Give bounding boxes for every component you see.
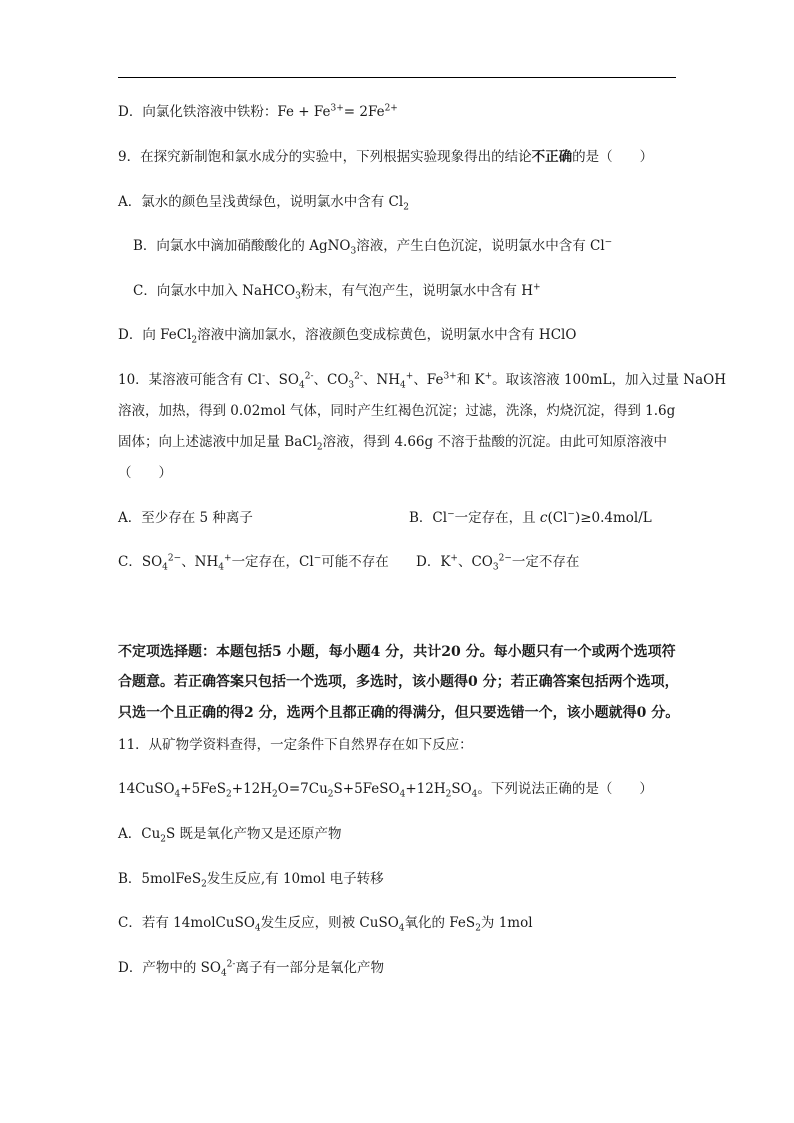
q9-stem: 9．在探究新制饱和氯水成分的实验中，下列根据实验现象得出的结论不正确的是（ ） xyxy=(118,149,654,165)
q10-option-d: D．K+、$CO_3^{2-}$一定不存在 xyxy=(416,553,580,573)
q9-option-a: A．氯水的颜色呈浅黄绿色，说明氯水中含有 $Cl_2$ xyxy=(118,194,409,213)
q10-answer-bracket: （ ） xyxy=(118,465,172,481)
q10-option-b: B．Cl−一定存在，且 c(Cl−)≥0.4mol/L xyxy=(409,509,652,526)
option-label: D． xyxy=(118,104,143,120)
section-instructions-line3: 只选一个且正确的得2 分，选两个且都正确的得满分，但只要选错一个，该小题就得0 分。 xyxy=(118,705,680,721)
q8-option-d: D．向氯化铁溶液中铁粉：$Fe + Fe^{3+}= 2Fe^{2+}$ xyxy=(118,103,398,120)
header-rule xyxy=(118,77,676,78)
q11-equation: $14CuSO_4+5FeS_2+12H_2O=7Cu_2S+5FeSO_4+12H_2SO_4$。下列说法正确的是（ ） xyxy=(118,781,653,800)
emphasis-not-correct: 不正确 xyxy=(531,149,573,165)
q11-option-b: B．5molFeS$_2$发生反应,有 10mol 电子转移 xyxy=(118,871,384,890)
section-instructions-line1: 不定项选择题：本题包括5 小题，每小题4 分，共计20 分。每小题只有一个或两个选项符 xyxy=(118,644,676,660)
q9-option-d: D．向 FeCl$_2$溶液中滴加氯水，溶液颜色变成棕黄色，说明氯水中含有 HClO xyxy=(118,327,577,346)
q10-option-a: A．至少存在 5 种离子 xyxy=(118,510,253,526)
q11-option-a: A．$Cu_2S$ 既是氧化产物又是还原产物 xyxy=(118,826,342,845)
q11-option-d: D．产物中的 $SO_4^{2-}$离子有一部分是氧化产物 xyxy=(118,959,384,979)
q9-option-b: B．向氯水中滴加硝酸酸化的 AgNO$_3$溶液，产生白色沉淀，说明氯水中含有 Cl− xyxy=(133,237,613,257)
q10-stem-line2: 溶液，加热，得到 0.02mol 气体，同时产生红褐色沉淀；过滤，洗涤，灼烧沉淀，得到 1.6g xyxy=(118,403,676,419)
q10-stem-line1: 10．某溶液可能含有 Cl-、$SO_4^{2-}$、$CO_3^{2-}$、$NH_4^+$、$Fe^{3+}$和 K+。取该溶液 100mL，加入过量 NaOH xyxy=(118,371,726,391)
q10-stem-line3: 固体；向上述滤液中加足量 BaCl$_2$溶液，得到 4.66g 不溶于盐酸的沉淀。由此可知原溶液中 xyxy=(118,434,667,453)
q11-option-c: C．若有 14molCuSO$_4$发生反应，则被 CuSO$_4$氧化的 FeS$_2$为 1mol xyxy=(118,915,533,934)
q11-stem: 11．从矿物学资料查得，一定条件下自然界存在如下反应： xyxy=(118,737,473,753)
q9-option-c: C．向氯水中加入 NaHCO$_3$粉末，有气泡产生，说明氯水中含有 H+ xyxy=(133,282,541,302)
section-instructions-line2: 合题意。若正确答案只包括一个选项，多选时，该小题得0 分；若正确答案包括两个选项， xyxy=(118,674,679,690)
q10-option-c: C．$SO_4^{2-}$、$NH_4^+$一定存在，Cl−可能不存在 xyxy=(118,553,389,573)
